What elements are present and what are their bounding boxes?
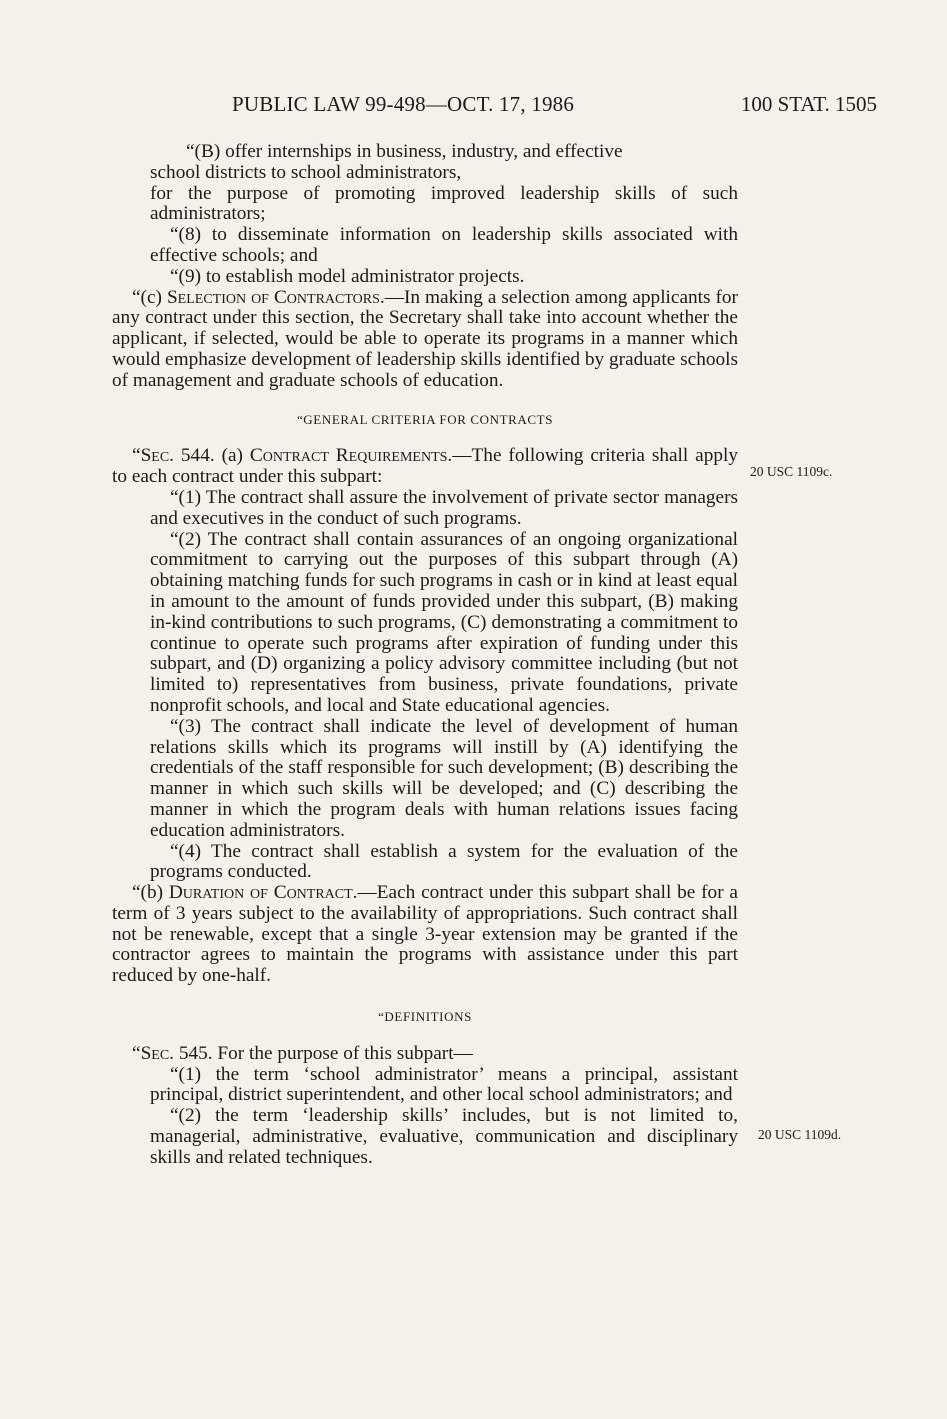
purpose-clause: for the purpose of promoting improved leadership skills of such administrators;	[150, 182, 738, 225]
item-8: “(8) to disseminate information on leadership skills associated with effective schools; and	[150, 224, 738, 266]
criteria-item-2: “(2) The contract shall contain assurances of an ongoing organizational commitment to carrying out the purposes of this subpart through (A) obtaining matching funds for such programs in cash or in kind at least equal in amount to the amount of funds provided under this subpart, (B) making in-kind contributions to such programs, (C) demonstrating a commitment to continue to operate such programs after expiration of funding under this subpart, and (D) organizing a policy advisory committee including (but not limited to) representatives from business, private foundations, private nonprofit schools, and local and State educational agencies.	[150, 528, 738, 716]
criteria-item-3: “(3) The contract shall indicate the level of development of human relations skills which its programs will instill by (A) identifying the credentials of the staff responsible for such development; (B) describing the manner in which such skills will be developed; and (C) describing the manner in which the program deals with human relations issues facing education administrators.	[150, 715, 738, 841]
law-title: PUBLIC LAW 99-498—OCT. 17, 1986	[232, 92, 575, 116]
margin-note-1109d: 20 USC 1109d.	[758, 1127, 842, 1142]
clause-b-line2: school districts to school administrators,	[150, 161, 462, 183]
section-heading-general-criteria: “GENERAL CRITERIA FOR CONTRACTS	[296, 411, 554, 427]
criteria-item-4: “(4) The contract shall establish a system for the evaluation of the programs conducted.	[150, 840, 738, 883]
criteria-item-1: “(1) The contract shall assure the involvement of private sector managers and executives in the conduct of such programs.	[150, 486, 738, 529]
definition-item-1: “(1) the term ‘school administrator’ means a principal, assistant principal, district superintendent, and other local school administrators; and	[150, 1063, 738, 1106]
margin-note-1109c: 20 USC 1109c.	[750, 464, 833, 479]
subsection-b-heading: Duration of Contract.	[168, 882, 358, 904]
section-heading-definitions: “DEFINITIONS	[378, 1009, 472, 1025]
subsection-c-heading: Selection of Contractors.	[166, 286, 385, 308]
subsection-a-heading: Contract Requirements.	[249, 445, 453, 467]
section-544-a: “Sec. 544. (a) Contract Requirements.—The following criteria shall apply to each contract under this subpart:	[112, 445, 738, 488]
subsection-c: “(c) Selection of Contractors.—In making a selection among applicants for any contract under this section, the Secretary shall take into account whether the applicant, if selected, would be able to operate its programs in a manner which would emphasize development of leadership skills identified by graduate schools of management and graduate schools of education.	[112, 286, 738, 391]
stat-reference: 100 STAT. 1505	[740, 92, 877, 116]
running-header	[232, 92, 877, 122]
statute-body	[112, 142, 738, 1169]
item-9: “(9) to establish model administrator projects.	[170, 265, 525, 287]
section-545: “Sec. 545. For the purpose of this subpart—	[132, 1042, 473, 1064]
clause-b-line1: “(B) offer internships in business, industry, and effective	[186, 141, 623, 162]
subsection-b: “(b) Duration of Contract.—Each contract under this subpart shall be for a term of 3 years subject to the availability of appropriations. Such contract shall not be renewable, except that a single 3-year extension may be granted if the contractor agrees to maintain the programs with assistance under this part reduced by one-half.	[112, 882, 738, 987]
definition-item-2: “(2) the term ‘leadership skills’ includes, but is not limited to, managerial, administrative, evaluative, communication and disciplinary skills and related techniques.	[150, 1105, 738, 1168]
